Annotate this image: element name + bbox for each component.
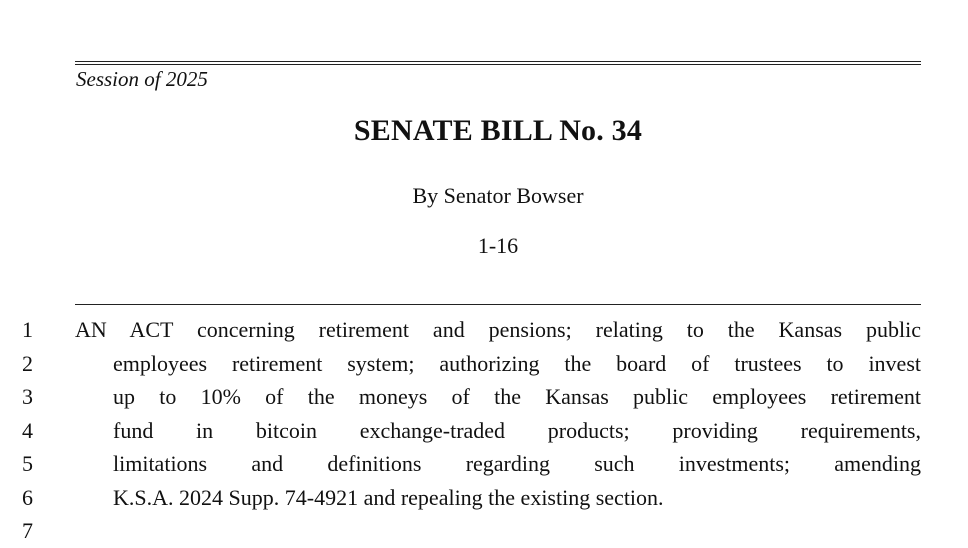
line-number: 2 (22, 350, 33, 376)
bill-sponsor: By Senator Bowser (412, 183, 584, 208)
line-number: 4 (22, 417, 33, 443)
line-number: 1 (22, 317, 33, 342)
line-number: 6 (22, 484, 33, 510)
act-line: K.S.A. 2024 Supp. 74-4921 and repealing the existing section. (113, 484, 664, 510)
session-label: Session of 2025 (76, 67, 208, 91)
line-number: 3 (22, 384, 33, 409)
bill-date: 1-16 (477, 233, 519, 258)
bill-title: SENATE BILL No. 34 (353, 114, 643, 147)
header-double-rule (75, 61, 921, 65)
act-title-text (75, 313, 921, 514)
act-line: AN ACT concerning retirement and pensions; relating to the Kansas public (75, 317, 921, 342)
body-rule (75, 304, 921, 305)
line-number-column (22, 313, 46, 548)
act-line: limitations and definitions regarding such investments; amending (113, 451, 921, 476)
line-number: 5 (22, 451, 33, 476)
act-line: fund in bitcoin exchange-traded products; providing requirements, (113, 417, 921, 443)
act-line: up to 10% of the moneys of the Kansas public employees retirement (113, 384, 921, 409)
line-number: 7 (22, 518, 33, 543)
act-line: employees retirement system; authorizing the board of trustees to invest (113, 350, 921, 376)
